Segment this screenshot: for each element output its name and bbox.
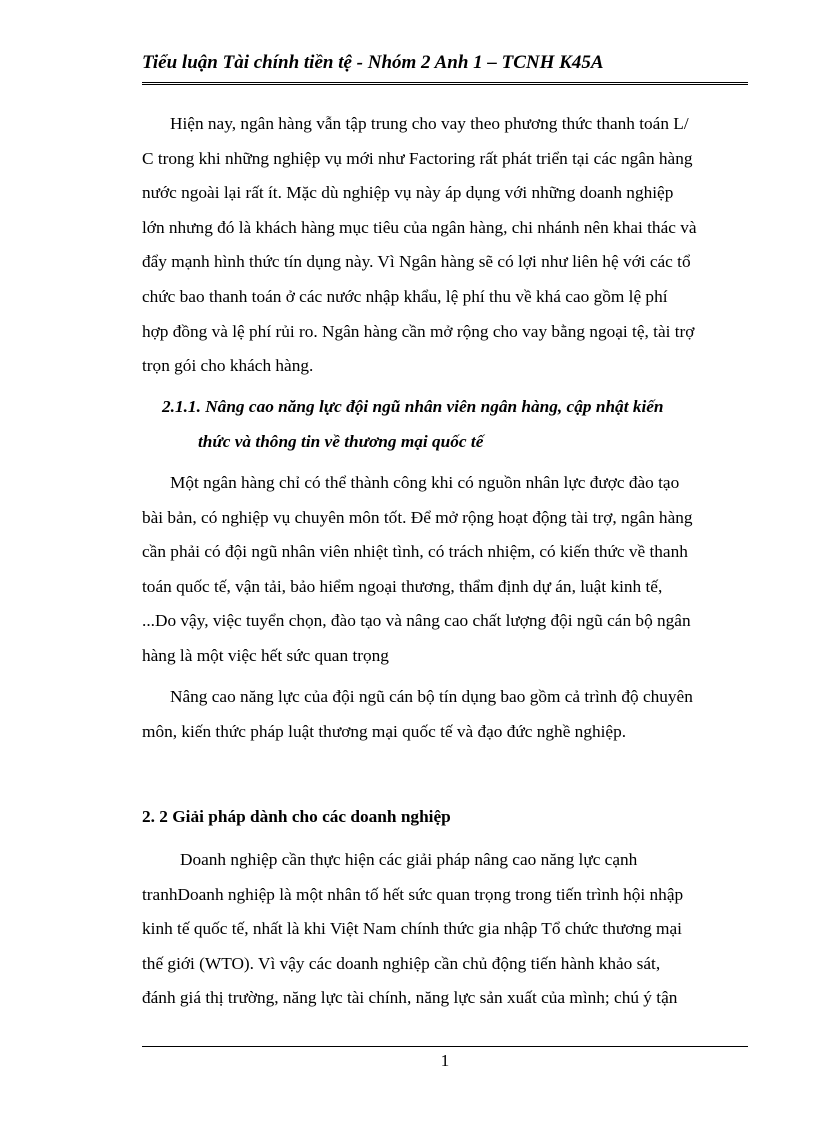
paragraph-4 [142, 843, 748, 1016]
paragraph-1-line: Hiện nay, ngân hàng vẫn tập trung cho vay theo phương thức thanh toán L/ [170, 114, 689, 133]
section-heading-2-1-1 [162, 390, 752, 459]
paragraph-2 [142, 466, 748, 674]
page-header-title: Tiểu luận Tài chính tiền tệ - Nhóm 2 Anh 1 – TCNH K45A [142, 52, 604, 73]
section-heading-line: 2.1.1. Nâng cao năng lực đội ngũ nhân viên ngân hàng, cập nhật kiến [162, 397, 664, 416]
paragraph-2-line: toán quốc tế, vận tải, bảo hiểm ngoại thương, thẩm định dự án, luật kinh tế, [142, 576, 663, 596]
paragraph-1 [142, 107, 748, 384]
paragraph-1-line: hợp đồng và lệ phí rủi ro. Ngân hàng cần mở rộng cho vay bằng ngoại tệ, tài trợ [142, 321, 695, 341]
paragraph-2-line: Một ngân hàng chỉ có thể thành công khi có nguồn nhân lực được đào tạo [170, 473, 680, 492]
section-heading-2-2: 2. 2 Giải pháp dành cho các doanh nghiệp [142, 807, 451, 826]
paragraph-2-line: hàng là một việc hết sức quan trọng [142, 645, 389, 665]
paragraph-1-line: chức bao thanh toán ở các nước nhập khẩu, lệ phí thu về khá cao gồm lệ phí [142, 286, 668, 306]
paragraph-3-line: môn, kiến thức pháp luật thương mại quốc tế và đạo đức nghề nghiệp. [142, 721, 627, 741]
section-heading-line: thức và thông tin về thương mại quốc tế [198, 431, 484, 451]
page-number: 1 [440, 1051, 450, 1070]
header-divider [142, 82, 748, 85]
paragraph-4-line: Doanh nghiệp cần thực hiện các giải pháp nâng cao năng lực cạnh [180, 850, 638, 869]
paragraph-4-line: kinh tế quốc tế, nhất là khi Việt Nam chính thức gia nhập Tổ chức thương mại [142, 919, 682, 939]
paragraph-2-line: cần phải có đội ngũ nhân viên nhiệt tình, có trách nhiệm, có kiến thức về thanh [142, 542, 688, 562]
paragraph-1-line: trọn gói cho khách hàng. [142, 356, 314, 376]
paragraph-2-line: bài bản, có nghiệp vụ chuyên môn tốt. Để mở rộng hoạt động tài trợ, ngân hàng [142, 507, 693, 527]
paragraph-3-line: Nâng cao năng lực của đội ngũ cán bộ tín dụng bao gồm cả trình độ chuyên [170, 687, 693, 706]
paragraph-1-line: đẩy mạnh hình thức tín dụng này. Vì Ngân hàng sẽ có lợi như liên hệ với các tổ [142, 252, 691, 272]
paragraph-4-line: đánh giá thị trường, năng lực tài chính, năng lực sản xuất của mình; chú ý tận [142, 988, 678, 1008]
paragraph-4-line: thế giới (WTO). Vì vậy các doanh nghiệp cần chủ động tiến hành khảo sát, [142, 953, 661, 973]
paragraph-3 [142, 680, 748, 749]
paragraph-1-line: lớn nhưng đó là khách hàng mục tiêu của ngân hàng, chi nhánh nên khai thác và [142, 217, 697, 237]
paragraph-4-line: tranhDoanh nghiệp là một nhân tố hết sức quan trọng trong tiến trình hội nhập [142, 884, 684, 904]
paragraph-1-line: nước ngoài lại rất ít. Mặc dù nghiệp vụ này áp dụng với những doanh nghiệp [142, 183, 674, 203]
paragraph-1-line: C trong khi những nghiệp vụ mới như Factoring rất phát triển tại các ngân hàng [142, 148, 693, 168]
paragraph-2-line: ...Do vậy, việc tuyển chọn, đào tạo và nâng cao chất lượng đội ngũ cán bộ ngân [142, 611, 691, 631]
footer-divider [142, 1046, 748, 1047]
